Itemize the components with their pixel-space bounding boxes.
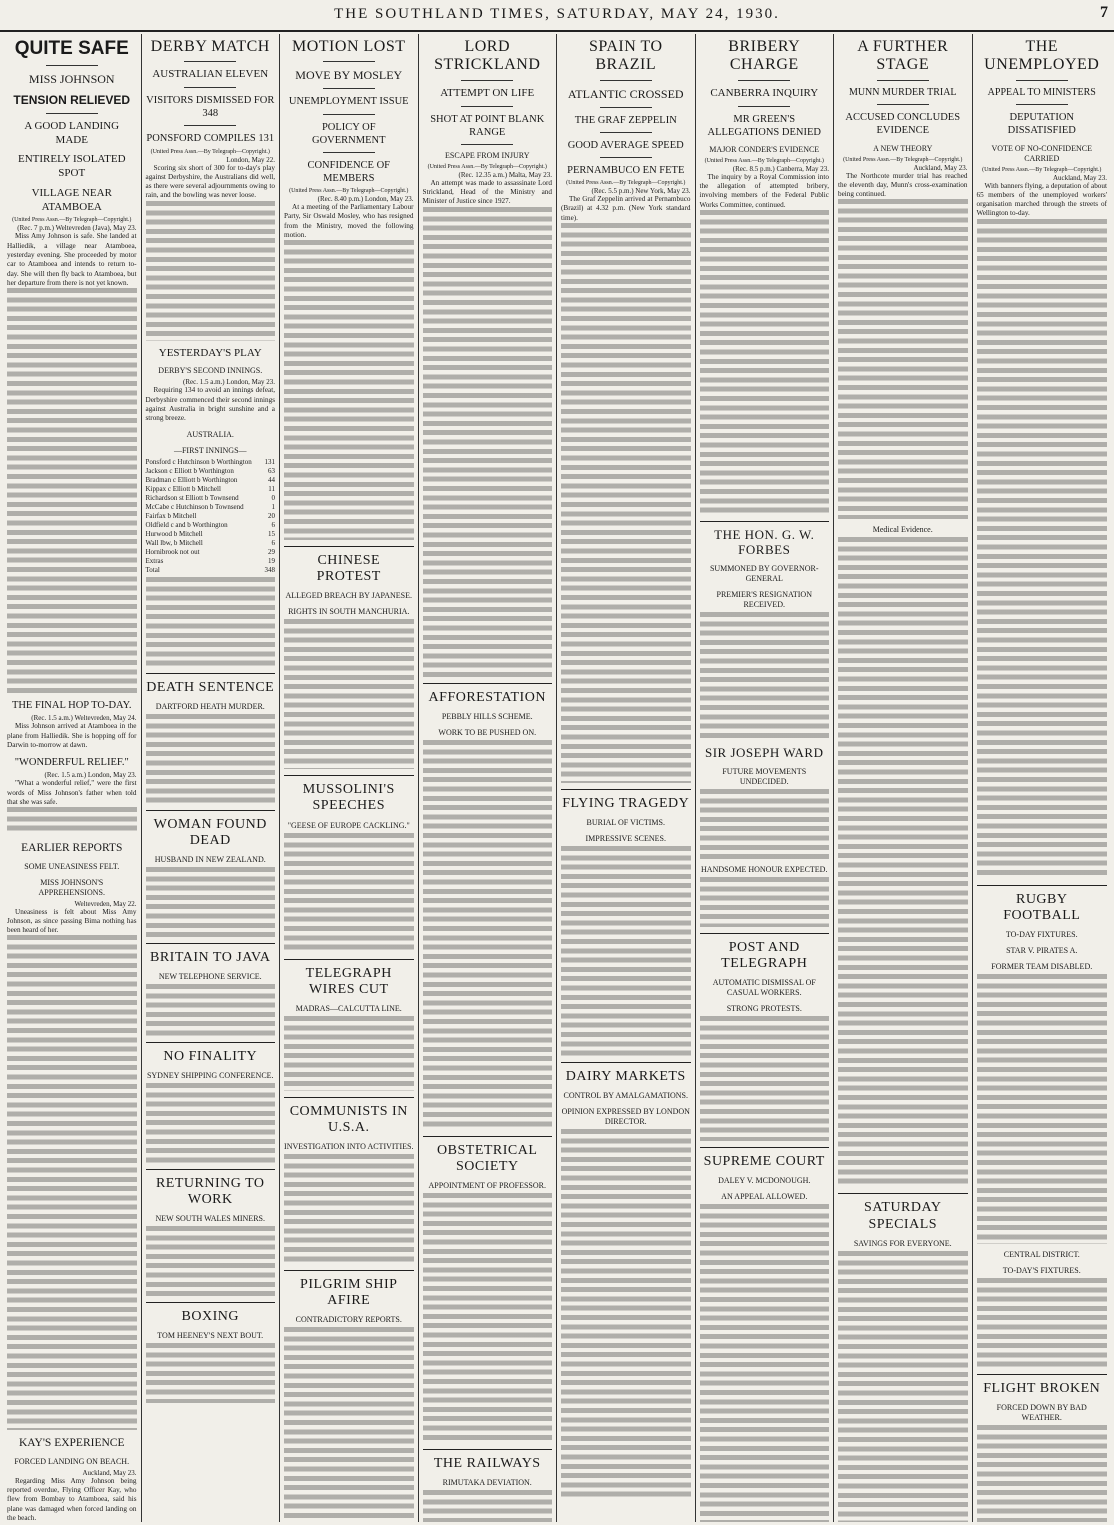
- scorecard-row: [146, 458, 276, 467]
- page-number: 7: [1100, 4, 1108, 21]
- article-text: With banners flying, a deputation of about 65 members of the unemployed workers' organisation marched through the streets of Wellington to-day.: [976, 181, 1107, 218]
- batsman-name: Hurwood b Mitchell: [145, 529, 203, 538]
- subhead: KAY'S EXPERIENCE: [19, 1437, 125, 1450]
- article-text: [284, 833, 414, 953]
- headline: A FURTHER STAGE: [857, 38, 949, 74]
- dateline: Auckland, May 23.: [1052, 173, 1107, 182]
- article-text: [146, 1226, 276, 1296]
- dateline: London, May 22.: [226, 155, 275, 164]
- scorecard-row: [146, 494, 276, 503]
- credit-line: (United Press Assn.—By Telegraph—Copyright.): [843, 156, 963, 163]
- masthead-title: THE SOUTHLAND TIMES, SATURDAY, MAY 24, 1930.: [334, 6, 780, 22]
- subhead: VOTE OF NO-CONFIDENCE CARRIED: [991, 143, 1092, 163]
- column-2: [142, 34, 281, 1522]
- column-8: [973, 34, 1112, 1522]
- subhead: —FIRST INNINGS—: [173, 445, 247, 455]
- subhead: MAJOR CONDER'S EVIDENCE: [709, 144, 820, 154]
- headline: QUITE SAFE: [14, 38, 129, 59]
- article-text: The inquiry by a Royal Commission into the allegation of attempted bribery, involving members of the Federal Public Works Committee, continued.: [699, 172, 829, 209]
- scorecard-row: [146, 503, 276, 512]
- headline: OBSTETRICAL SOCIETY: [437, 1142, 538, 1174]
- scorecard-row: [146, 467, 276, 476]
- subhead: ENTIRELY ISOLATED SPOT: [17, 153, 126, 180]
- subhead: SYDNEY SHIPPING CONFERENCE.: [146, 1071, 274, 1081]
- headline: RUGBY FOOTBALL: [1003, 891, 1081, 923]
- subhead: ACCUSED CONCLUDES EVIDENCE: [845, 112, 961, 137]
- article-text: [700, 877, 830, 927]
- subhead: DARTFORD HEATH MURDER.: [155, 701, 265, 711]
- subhead: OPINION EXPRESSED BY LONDON DIRECTOR.: [561, 1107, 690, 1127]
- column-6: [696, 34, 835, 1522]
- advertisement-text: [838, 1251, 968, 1522]
- subhead: DEPUTATION DISSATISFIED: [1007, 112, 1076, 137]
- column-4: [419, 34, 558, 1522]
- subhead: NEW TELEPHONE SERVICE.: [158, 972, 262, 982]
- subhead: WORK TO BE PUSHED ON.: [438, 727, 537, 737]
- scorecard-row: [146, 485, 276, 494]
- subhead: AN APPEAL ALLOWED.: [721, 1192, 808, 1202]
- credit-line: (United Press Assn.—By Telegraph—Copyright.): [150, 148, 270, 155]
- subhead: CANBERRA INQUIRY: [710, 86, 819, 99]
- article-text-continued: [838, 537, 968, 1187]
- batsman-name: Total: [145, 565, 160, 574]
- article-text: [977, 1425, 1108, 1522]
- column-5: [557, 34, 696, 1522]
- subhead: IMPRESSIVE SCENES.: [585, 834, 666, 844]
- headline: SATURDAY SPECIALS: [864, 1200, 942, 1232]
- article-text: Miss Amy Johnson is safe. She landed at Halliedik, a village near Atamboea, yesterday evening. She proceeded by motor car to Atamboea and intends to return to-day. She will then fly back to Atamboea, but her departure from there is not yet known.: [7, 232, 137, 287]
- batsman-name: Hornibrook not out: [145, 547, 200, 556]
- subhead: "WONDERFUL RELIEF.": [14, 757, 129, 769]
- headline: PILGRIM SHIP AFIRE: [300, 1276, 398, 1309]
- article-text-continued: [146, 577, 276, 667]
- headline: CHINESE PROTEST: [316, 553, 381, 585]
- subhead: A NEW THEORY: [873, 143, 933, 153]
- scorecard-row: [146, 539, 276, 548]
- article-text: Requiring 134 to avoid an innings defeat, Derbyshire commenced their second innings against Australia in bright sunshine and a strong breeze.: [145, 386, 275, 423]
- headline: TELEGRAPH WIRES CUT: [305, 965, 392, 997]
- article-text: [284, 1327, 414, 1522]
- subhead: MR GREEN'S ALLEGATIONS DENIED: [707, 113, 821, 138]
- headline: THE UNEMPLOYED: [984, 38, 1100, 74]
- subhead: CONTRADICTORY REPORTS.: [295, 1315, 402, 1325]
- subhead: HUSBAND IN NEW ZEALAND.: [154, 854, 266, 864]
- subhead: TOM HEENEY'S NEXT BOUT.: [157, 1331, 264, 1341]
- batsman-name: Bradman c Elliott b Worthington: [145, 475, 238, 484]
- subhead: YESTERDAY'S PLAY: [158, 346, 262, 359]
- subhead: MISS JOHNSON: [28, 71, 115, 86]
- batsman-name: Oldfield c and b Worthington: [145, 520, 228, 529]
- subhead: MUNN MURDER TRIAL: [848, 86, 957, 98]
- subhead: RIGHTS IN SOUTH MANCHURIA.: [288, 607, 410, 617]
- column-3: [280, 34, 419, 1522]
- scorecard-row: [146, 530, 276, 539]
- credit-line: (United Press Assn.—By Telegraph—Copyright.): [566, 180, 686, 187]
- subhead: A GOOD LANDING MADE: [24, 119, 120, 146]
- subhead: STRONG PROTESTS.: [726, 1003, 802, 1013]
- runs: 63: [268, 466, 275, 475]
- headline: BRIBERY CHARGE: [728, 38, 801, 74]
- dateline: (Rec. 7 p.m.) Weltevreden (Java), May 23.: [17, 224, 137, 233]
- subhead: CENTRAL DISTRICT.: [1003, 1249, 1080, 1259]
- scorecard-row: [146, 521, 276, 530]
- article-text: [146, 984, 276, 1036]
- scorecard-row: [146, 566, 276, 575]
- subhead: SHOT AT POINT BLANK RANGE: [430, 113, 545, 138]
- article-text: [561, 1129, 691, 1499]
- dateline: (Rec. 5.5 p.m.) New York, May 23.: [591, 187, 691, 196]
- article-text: [423, 1490, 553, 1522]
- article-text-continued: [561, 223, 691, 783]
- subhead: ALLEGED BREACH BY JAPANESE.: [285, 591, 413, 601]
- headline: WOMAN FOUND DEAD: [153, 816, 267, 848]
- article-text-continued: [284, 240, 414, 540]
- subhead: STAR V. PIRATES A.: [1006, 945, 1078, 955]
- credit-line: (United Press Assn.—By Telegraph—Copyright.): [704, 157, 824, 164]
- article-text: [700, 1204, 830, 1522]
- subhead: SUMMONED BY GOVERNOR-GENERAL: [709, 563, 819, 583]
- subhead: PEBBLY HILLS SCHEME.: [441, 711, 533, 721]
- subhead: POLICY OF GOVERNMENT: [312, 121, 386, 146]
- subhead: ATLANTIC CROSSED: [567, 86, 684, 101]
- runs: 20: [268, 511, 275, 520]
- subhead: CONTROL BY AMALGAMATIONS.: [563, 1091, 689, 1101]
- article-text: [977, 1278, 1108, 1368]
- article-text: [700, 1016, 830, 1141]
- subhead: ESCAPE FROM INJURY: [445, 150, 530, 160]
- headline: AFFORESTATION: [428, 689, 546, 705]
- runs: 6: [271, 538, 275, 547]
- runs: 11: [268, 484, 275, 493]
- subhead: PREMIER'S RESIGNATION RECEIVED.: [716, 589, 812, 609]
- batsman-name: Richardson st Elliott b Townsend: [145, 493, 239, 502]
- runs: 15: [268, 529, 275, 538]
- dateline: (Rec. 8.40 p.m.) London, May 23.: [317, 195, 414, 204]
- subhead: TO-DAY FIXTURES.: [1005, 929, 1078, 939]
- article-text: The Northcote murder trial has reached the eleventh day, Munn's cross-examination being continued.: [838, 171, 968, 199]
- subhead: GOOD AVERAGE SPEED: [567, 139, 684, 151]
- article-text: [146, 1083, 276, 1163]
- subhead: DERBY'S SECOND INNINGS.: [158, 366, 263, 376]
- headline: BOXING: [181, 1309, 239, 1325]
- batsman-name: Wall lbw, b Mitchell: [145, 538, 203, 547]
- subhead: EARLIER REPORTS: [21, 842, 123, 855]
- subhead: ATTEMPT ON LIFE: [440, 86, 535, 99]
- article-text: Regarding Miss Amy Johnson being reported overdue, Flying Officer Kay, who flew from Bombay to Atamboea, said his plane was damaged when forced landing on the beach.: [7, 1476, 137, 1522]
- dateline: (Rec. 1.5 a.m.) Weltevreden, May 24.: [31, 714, 137, 723]
- subhead: DALEY V. MCDONOUGH.: [718, 1176, 811, 1186]
- article-text: The Graf Zeppelin arrived at Pernambuco (Brazil) at 4.32 p.m. (New York standard time).: [561, 195, 691, 222]
- credit-line: (United Press Assn.—By Telegraph—Copyright.): [289, 188, 409, 195]
- article-text: [146, 867, 276, 937]
- headline: FLIGHT BROKEN: [983, 1380, 1101, 1396]
- masthead: [0, 0, 1114, 32]
- credit-line: (United Press Assn.—By Telegraph—Copyright.): [12, 217, 132, 224]
- article-text: [423, 1193, 553, 1443]
- subhead: TO-DAY'S FIXTURES.: [1002, 1265, 1081, 1275]
- article-text-continued: [7, 935, 137, 1430]
- subhead: MISS JOHNSON'S APPREHENSIONS.: [38, 877, 105, 897]
- subhead: CONFIDENCE OF MEMBERS: [307, 159, 391, 184]
- article-text: "What a wonderful relief," were the first words of Miss Johnson's father when told that she was safe.: [7, 779, 137, 806]
- subhead: SAVINGS FOR EVERYONE.: [853, 1238, 952, 1248]
- article-text-continued: [146, 201, 276, 341]
- article-text-continued: [423, 207, 553, 677]
- article-text-continued: [977, 219, 1108, 879]
- article-text: Uneasiness is felt about Miss Amy Johnson, as since passing Bima nothing has been heard of her.: [7, 907, 137, 935]
- headline: NO FINALITY: [163, 1049, 258, 1065]
- article-text-continued: [700, 210, 830, 515]
- runs: 29: [268, 547, 275, 556]
- article-text: [146, 714, 276, 804]
- article-text: Miss Johnson arrived at Atamboea in the plane from Halliedik. She is hopping off for Darwin to-morrow at dawn.: [7, 722, 137, 749]
- headline: BRITAIN TO JAVA: [150, 949, 271, 965]
- batsman-name: Jackson c Elliott b Worthington: [145, 466, 234, 475]
- subhead: FORCED DOWN BY BAD WEATHER.: [996, 1403, 1087, 1422]
- subhead: THE GRAF ZEPPELIN: [574, 114, 677, 126]
- runs: 131: [264, 457, 275, 466]
- subhead: AUTOMATIC DISMISSAL OF CASUAL WORKERS.: [712, 977, 816, 997]
- column-1: [3, 34, 142, 1522]
- headline: MUSSOLINI'S SPEECHES: [302, 782, 395, 814]
- subhead: APPEAL TO MINISTERS: [987, 86, 1096, 98]
- article-text-continued: [7, 288, 137, 693]
- subhead: THE FINAL HOP TO-DAY.: [11, 700, 132, 712]
- batsman-name: Extras: [145, 556, 164, 565]
- subhead: VILLAGE NEAR ATAMBOEA: [31, 186, 112, 213]
- headline: SIR JOSEPH WARD: [704, 744, 824, 760]
- subhead: TENSION RELIEVED: [13, 92, 131, 107]
- article-text: [284, 1016, 414, 1091]
- subhead: "GEESE OF EUROPE CACKLING.": [287, 820, 410, 830]
- subhead: AUSTRALIAN ELEVEN: [152, 68, 269, 81]
- runs: 1: [271, 502, 275, 511]
- article-text: At a meeting of the Parliamentary Labour Party, Sir Oswald Mosley, who has resigned from the Ministry, moved the following motion.: [284, 203, 414, 239]
- subhead: FUTURE MOVEMENTS UNDECIDED.: [722, 766, 807, 786]
- subhead: AUSTRALIA.: [186, 429, 234, 439]
- article-text: Scoring six short of 300 for to-day's play against Derbyshire, the Australians did well, as there were several adjournments owing to rain, and the bowling was never loose.: [145, 163, 275, 200]
- credit-line: (United Press Assn.—By Telegraph—Copyright.): [982, 166, 1102, 173]
- headline: DERBY MATCH: [150, 38, 270, 55]
- headline: THE HON. G. W. FORBES: [714, 526, 815, 557]
- headline: RETURNING TO WORK: [155, 1176, 265, 1208]
- headline: COMMUNISTS IN U.S.A.: [289, 1103, 408, 1135]
- headline: SUPREME COURT: [703, 1153, 825, 1169]
- runs: 6: [271, 520, 275, 529]
- article-text: [284, 619, 414, 769]
- article-text: [146, 1343, 276, 1403]
- columns: [3, 34, 1111, 1522]
- article-text: [700, 612, 830, 742]
- runs: 19: [268, 556, 275, 565]
- headline: THE RAILWAYS: [433, 1455, 541, 1471]
- headline: DEATH SENTENCE: [146, 679, 275, 695]
- dateline: Weltevreden, May 22.: [74, 899, 137, 908]
- batsman-name: McCabe c Hutchinson b Townsend: [145, 502, 244, 511]
- headline: SPAIN TO BRAZIL: [588, 38, 663, 74]
- scorecard-row: [146, 476, 276, 485]
- subhead: UNEMPLOYMENT ISSUE: [288, 96, 409, 108]
- subhead: RIMUTAKA DEVIATION.: [442, 1478, 532, 1488]
- scorecard-row: [146, 512, 276, 521]
- subhead: NEW SOUTH WALES MINERS.: [155, 1214, 265, 1224]
- subhead: HANDSOME HONOUR EXPECTED.: [701, 864, 828, 874]
- scorecard-row: [146, 557, 276, 566]
- article-text: [561, 846, 691, 1056]
- column-7: [834, 34, 973, 1522]
- subhead: Medical Evidence.: [872, 525, 933, 535]
- subhead: PERNAMBUCO EN FETE: [567, 165, 685, 177]
- article-text: [423, 740, 553, 1130]
- scorecard-row: [146, 548, 276, 557]
- batsman-name: Ponsford c Hutchinson b Worthington: [145, 457, 252, 466]
- batsman-name: Fairfax b Mitchell: [145, 511, 197, 520]
- dateline: (Rec. 1.5 a.m.) London, May 23.: [44, 771, 137, 780]
- article-text-continued: [838, 199, 968, 519]
- subhead: APPOINTMENT OF PROFESSOR.: [428, 1180, 546, 1190]
- dateline: Auckland, May 23.: [913, 163, 968, 172]
- article-text: [284, 1154, 414, 1264]
- dateline: (Rec. 12.35 a.m.) Malta, May 23.: [458, 170, 552, 179]
- subhead: VISITORS DISMISSED FOR 348: [146, 95, 275, 120]
- headline: POST AND TELEGRAPH: [721, 939, 808, 971]
- scorecard: [146, 458, 276, 575]
- dateline: Auckland, May 23.: [82, 1468, 137, 1477]
- dateline: (Rec. 8.5 p.m.) Canberra, May 23.: [732, 164, 829, 173]
- credit-line: (United Press Assn.—By Telegraph—Copyright.): [427, 163, 547, 170]
- subhead: PONSFORD COMPILES 131: [146, 133, 275, 145]
- headline: DAIRY MARKETS: [565, 1069, 686, 1085]
- subhead: SOME UNEASINESS FELT.: [24, 861, 120, 871]
- article-text-continued: [7, 807, 137, 835]
- runs: 0: [271, 493, 275, 502]
- runs: 348: [264, 565, 275, 574]
- headline: FLYING TRAGEDY: [562, 796, 690, 812]
- dateline: (Rec. 1.5 a.m.) London, May 23.: [183, 378, 275, 387]
- batsman-name: Kippax c Elliott b Mitchell: [145, 484, 221, 493]
- subhead: FORCED LANDING ON BEACH.: [14, 1456, 130, 1466]
- runs: 44: [268, 475, 275, 484]
- subhead: MADRAS—CALCUTTA LINE.: [295, 1003, 402, 1013]
- subhead: MOVE BY MOSLEY: [295, 68, 403, 83]
- article-text: An attempt was made to assassinate Lord Strickland, Head of the Ministry and Minister of Justice since 1927.: [422, 178, 552, 206]
- headline: LORD STRICKLAND: [434, 38, 541, 74]
- article-text: [977, 974, 1108, 1244]
- headline: MOTION LOST: [292, 38, 406, 55]
- subhead: FORMER TEAM DISABLED.: [991, 961, 1093, 971]
- article-text: [700, 789, 830, 859]
- subhead: INVESTIGATION INTO ACTIVITIES.: [284, 1141, 414, 1151]
- subhead: BURIAL OF VICTIMS.: [586, 818, 665, 828]
